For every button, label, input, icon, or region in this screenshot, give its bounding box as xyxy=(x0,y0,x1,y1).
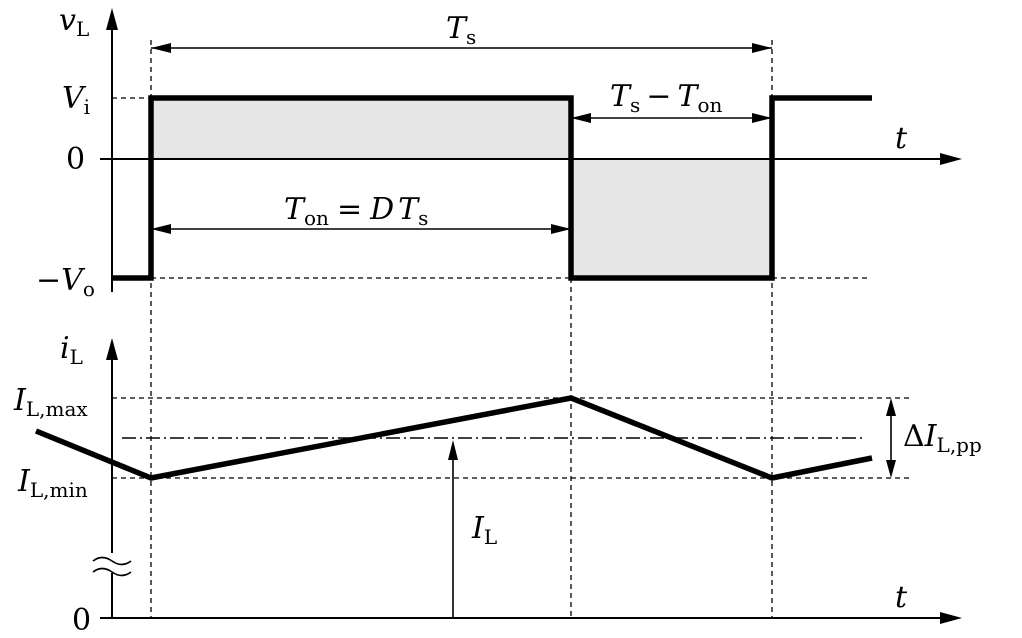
current-time-label: t xyxy=(895,580,908,615)
ripple-arrow-bottom-icon xyxy=(886,460,896,478)
axis-break-icon xyxy=(93,553,131,576)
current-y-axis-arrow-icon xyxy=(106,338,118,360)
current-plot xyxy=(13,331,982,638)
voltage-y-axis-arrow-icon xyxy=(106,8,118,30)
current-zero-label: 0 xyxy=(72,603,92,638)
toff-arrow-left-icon xyxy=(571,113,591,123)
toff-label: $T_s - T_{on}$ xyxy=(610,79,723,117)
voltage-time-label: t xyxy=(895,121,908,156)
current-time-axis-arrow-icon xyxy=(940,612,962,624)
volt-second-positive-area xyxy=(151,98,571,159)
ton-arrow-left-icon xyxy=(151,224,171,234)
ton-arrow-right-icon xyxy=(551,224,571,234)
ripple-label: $\Delta I_{L,pp}$ xyxy=(903,419,982,457)
ton-label: $T_{on} = D$ $T_s$ xyxy=(284,192,429,230)
voltage-axis-label: $v_L$ xyxy=(59,3,90,41)
voltage-plot xyxy=(36,3,962,301)
toff-arrow-right-icon xyxy=(752,113,772,123)
ts-label: $T_s$ xyxy=(446,11,477,49)
volt-second-negative-area xyxy=(571,159,772,278)
ts-arrow-left-icon xyxy=(151,43,171,53)
average-current-arrowhead-icon xyxy=(448,440,458,460)
vo-level-label: $-V_o$ xyxy=(36,263,95,301)
ts-arrow-right-icon xyxy=(752,43,772,53)
imax-level-label: $I_{L,max}$ xyxy=(14,383,88,421)
current-axis-label: $i_L$ xyxy=(60,331,83,369)
average-current-label: $I_L$ xyxy=(472,511,498,549)
vi-level-label: $V_i$ xyxy=(62,81,91,119)
voltage-time-axis-arrow-icon xyxy=(940,153,962,165)
imin-level-label: $I_{L,min}$ xyxy=(18,464,88,502)
voltage-zero-label: 0 xyxy=(66,142,86,177)
ripple-arrow-top-icon xyxy=(886,398,896,416)
